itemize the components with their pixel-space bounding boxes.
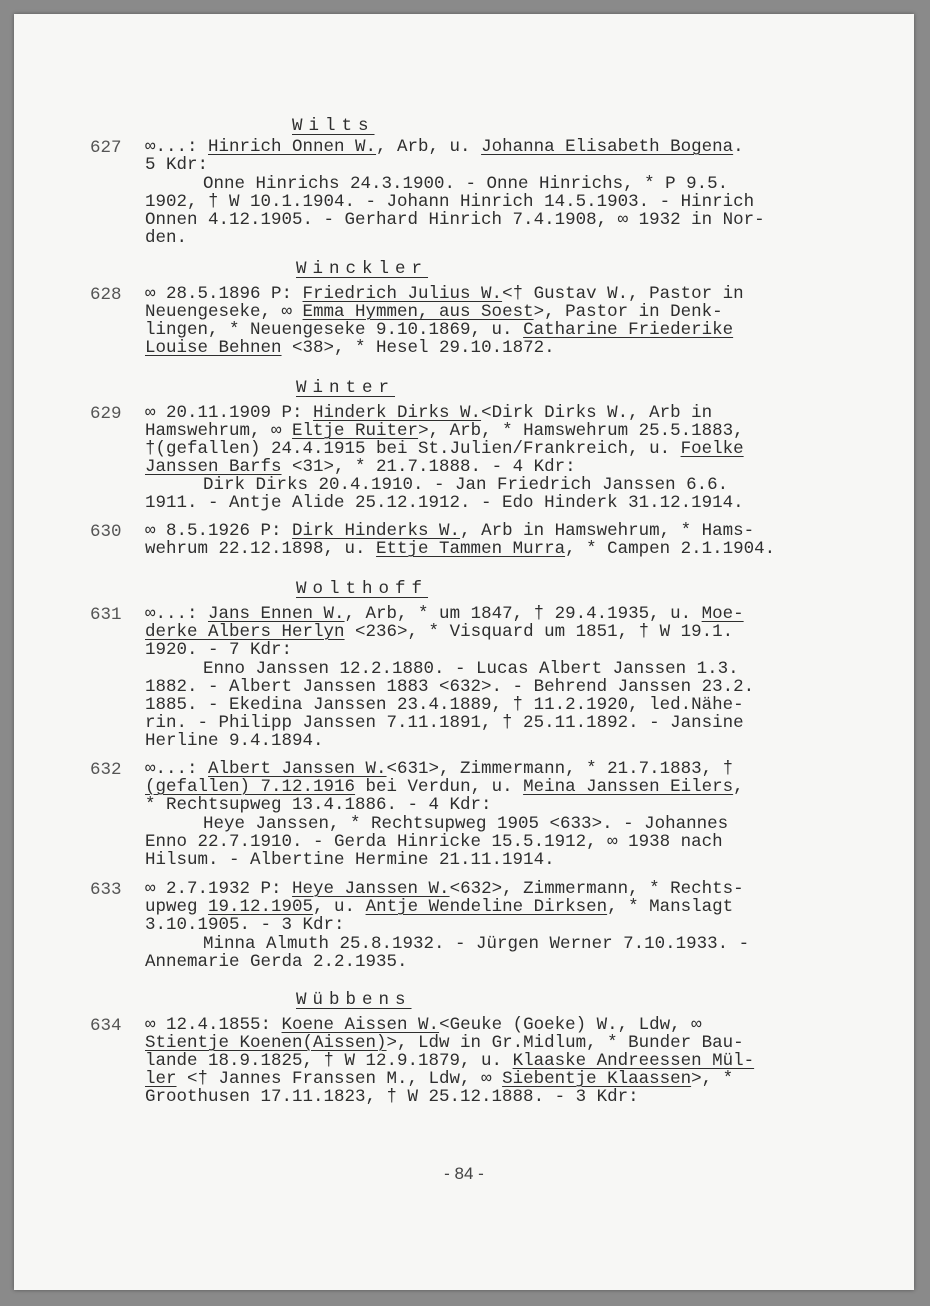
person-name: Foelke [680,439,744,459]
person-name: Louise Behnen [145,338,282,358]
person-name: Johanna Elisabeth Bogena [481,137,734,157]
heading-wolthoff: Wolthoff [296,579,429,599]
entry-number: 628 [90,285,122,305]
person-name: Eltje Ruiter [292,421,419,441]
entry-number: 633 [90,880,122,900]
entry-line: Louise Behnen <38>, * Hesel 29.10.1872. [145,338,555,358]
heading-winter: Winter [296,378,396,398]
entry-line: Minna Almuth 25.8.1932. - Jürgen Werner 7.10.1933. - [203,934,750,954]
entry-line: * Rechtsupweg 13.4.1886. - 4 Kdr: [145,795,492,815]
entry-number: 632 [90,760,122,780]
person-name: Emma Hymmen, aus Soest [302,302,534,322]
entry-line: Heye Janssen, * Rechtsupweg 1905 <633>. - Johannes [203,814,729,834]
document-body [14,14,914,1290]
entry-number: 631 [90,605,122,625]
person-name: Klaaske Andreessen Mül- [512,1051,755,1071]
entry-line: 5 Kdr: [145,155,209,175]
person-name: derke Albers Herlyn [145,622,345,642]
entry-line: (gefallen) 7.12.1916 bei Verdun, u. Meina Janssen Eilers, [145,777,744,797]
entry-line: ∞ 8.5.1926 P: Dirk Hinderks W., Arb in Hamswehrum, * Hams- [145,521,755,541]
person-name: Hinrich Onnen W. [208,137,377,157]
entry-line: 1885. - Ekedina Janssen 23.4.1889, † 11.2.1920, led.Nähe- [145,695,744,715]
entry-line: ∞ 2.7.1932 P: Heye Janssen W.<632>, Zimmermann, * Rechts- [145,879,744,899]
page-number: - 84 - [444,1164,484,1183]
person-name: Friedrich Julius W. [302,284,503,304]
entry-line: Hilsum. - Albertine Hermine 21.11.1914. [145,850,555,870]
entry-line: 1911. - Antje Alide 25.12.1912. - Edo Hinderk 31.12.1914. [145,493,744,513]
entry-number: 627 [90,138,122,158]
entry-line: Neuengeseke, ∞ Emma Hymmen, aus Soest>, Pastor in Denk- [145,302,723,322]
entry-line: Groothusen 17.11.1823, † W 25.12.1888. - 3 Kdr: [145,1087,639,1107]
person-name: Janssen Barfs [145,457,282,477]
person-name: Albert Janssen W. [208,759,387,779]
entry-line: Dirk Dirks 20.4.1910. - Jan Friedrich Janssen 6.6. [203,475,729,495]
entry-line: Herline 9.4.1894. [145,731,324,751]
entry-line: †(gefallen) 24.4.1915 bei St.Julien/Frankreich, u. Foelke [145,439,744,459]
entry-line: ∞...: Albert Janssen W.<631>, Zimmermann, * 21.7.1883, † [145,759,734,779]
entry-line: rin. - Philipp Janssen 7.11.1891, † 25.11.1892. - Jansine [145,713,744,733]
person-name: Catharine Friederike [523,320,734,340]
entry-line: den. [145,228,188,248]
entry-number: 630 [90,522,122,542]
person-name: Ettje Tammen Murra [376,539,566,559]
person-name: Heye Janssen W. [292,879,450,899]
heading-wilts: Wilts [292,116,375,136]
entry-line: ∞ 20.11.1909 P: Hinderk Dirks W.<Dirk Dirks W., Arb in [145,403,713,423]
heading-winckler: Winckler [296,259,429,279]
entry-line: ∞ 28.5.1896 P: Friedrich Julius W.<† Gustav W., Pastor in [145,284,744,304]
entry-line: derke Albers Herlyn <236>, * Visquard um 1851, † W 19.1. [145,622,734,642]
entry-line: wehrum 22.12.1898, u. Ettje Tammen Murra, * Campen 2.1.1904. [145,539,776,559]
person-name: Antje Wendeline Dirksen [365,897,608,917]
entry-line: Onnen 4.12.1905. - Gerhard Hinrich 7.4.1908, ∞ 1932 in Nor- [145,210,765,230]
person-name: Moe- [701,604,744,624]
heading-wubbens: Wübbens [296,990,412,1010]
entry-line: Stientje Koenen(Aissen)>, Ldw in Gr.Midlum, * Bunder Bau- [145,1033,744,1053]
entry-line: 1902, † W 10.1.1904. - Johann Hinrich 14.5.1903. - Hinrich [145,192,755,212]
entry-number: 629 [90,404,122,424]
entry-line: upweg 19.12.1905, u. Antje Wendeline Dirksen, * Manslagt [145,897,734,917]
entry-line: Annemarie Gerda 2.2.1935. [145,952,408,972]
entry-line: Enno 22.7.1910. - Gerda Hinricke 15.5.1912, ∞ 1938 nach [145,832,723,852]
entry-line: ler <† Jannes Franssen M., Ldw, ∞ Siebentje Klaassen>, * [145,1069,734,1089]
entry-line: lingen, * Neuengeseke 9.10.1869, u. Catharine Friederike [145,320,734,340]
entry-line: Enno Janssen 12.2.1880. - Lucas Albert Janssen 1.3. [203,659,739,679]
person-name: Jans Ennen W. [208,604,345,624]
entry-line: ∞ 12.4.1855: Koene Aissen W.<Geuke (Goeke) W., Ldw, ∞ [145,1015,702,1035]
entry-line: ∞...: Hinrich Onnen W., Arb, u. Johanna Elisabeth Bogena. [145,137,744,157]
entry-line: Janssen Barfs <31>, * 21.7.1888. - 4 Kdr: [145,457,576,477]
person-name: Stientje Koenen(Aissen) [145,1033,387,1053]
entry-line: ∞...: Jans Ennen W., Arb, * um 1847, † 29.4.1935, u. Moe- [145,604,744,624]
entry-number: 634 [90,1016,122,1036]
person-name: Dirk Hinderks W. [292,521,461,541]
entry-line: 1882. - Albert Janssen 1883 <632>. - Behrend Janssen 23.2. [145,677,755,697]
entry-line: Onne Hinrichs 24.3.1900. - Onne Hinrichs, * P 9.5. [203,174,729,194]
document-page [14,14,914,1290]
entry-line: 1920. - 7 Kdr: [145,640,293,660]
entry-line: Hamswehrum, ∞ Eltje Ruiter>, Arb, * Hamswehrum 25.5.1883, [145,421,744,441]
person-name: Koene Aissen W. [281,1015,440,1035]
entry-line: 3.10.1905. - 3 Kdr: [145,915,345,935]
person-name: Hinderk Dirks W. [313,403,482,423]
entry-line: lande 18.9.1825, † W 12.9.1879, u. Klaaske Andreessen Mül- [145,1051,755,1071]
person-name: ler [145,1069,177,1089]
person-name: Meina Janssen Eilers [523,777,734,797]
person-name: Siebentje Klaassen [502,1069,692,1089]
